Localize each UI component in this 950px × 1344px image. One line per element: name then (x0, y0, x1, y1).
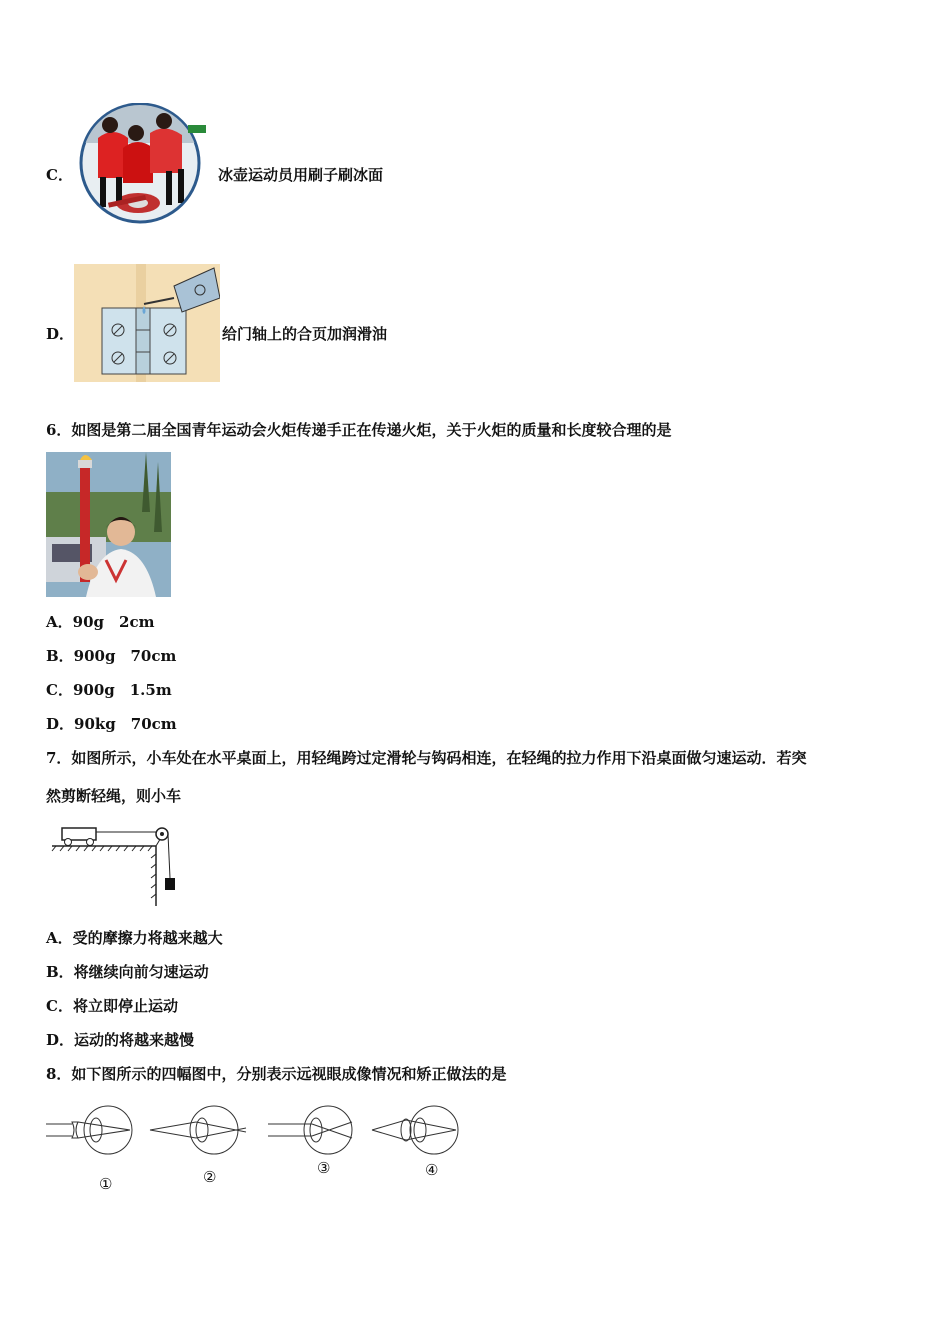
door-hinge-figure (74, 258, 220, 382)
q5-option-d-text: 给门轴上的合页加润滑油 (222, 325, 388, 343)
eye-diagrams (46, 1098, 466, 1162)
cart-pulley-diagram (48, 820, 180, 908)
q7-stem-line2: 然剪断轻绳，则小车 (46, 787, 182, 805)
q8-label-4: ④ (425, 1161, 439, 1179)
q6-stem: 6．如图是第二届全国青年运动会火炬传递手正在传递火炬，关于火炬的质量和长度较合理的是 (46, 421, 672, 439)
q7-stem-line1: 7．如图所示，小车处在水平桌面上，用轻绳跨过定滑轮与钩码相连，在轻绳的拉力作用下沿桌面做匀速运动．若突 (46, 749, 807, 767)
eye-diagram-2 (150, 1106, 246, 1154)
q6-option-a: A．90g 2cm (46, 613, 155, 631)
q8-stem: 8．如下图所示的四幅图中，分别表示远视眼成像情况和矫正做法的是 (46, 1065, 507, 1083)
curling-photo (78, 103, 208, 225)
eye-diagram-1 (46, 1106, 132, 1154)
q6-option-b: B．900g 70cm (46, 647, 177, 665)
q8-label-2: ② (203, 1168, 217, 1186)
q5-option-d-letter: D． (46, 325, 75, 343)
q7-option-b: B．将继续向前匀速运动 (46, 963, 209, 981)
eye-diagram-3 (268, 1106, 352, 1154)
q6-option-d: D．90kg 70cm (46, 715, 177, 733)
q7-option-c: C．将立即停止运动 (46, 997, 178, 1015)
q8-label-3: ③ (317, 1159, 331, 1177)
torch-bearer-photo (46, 452, 171, 597)
eye-diagram-4 (372, 1106, 458, 1154)
q5-option-c-letter: C． (46, 166, 73, 184)
q5-option-c-text: 冰壶运动员用刷子刷冰面 (218, 166, 384, 184)
q7-option-d: D．运动的将越来越慢 (46, 1031, 195, 1049)
q8-label-1: ① (99, 1175, 113, 1193)
q7-option-a: A．受的摩擦力将越来越大 (46, 929, 223, 947)
q6-option-c: C．900g 1.5m (46, 681, 172, 699)
